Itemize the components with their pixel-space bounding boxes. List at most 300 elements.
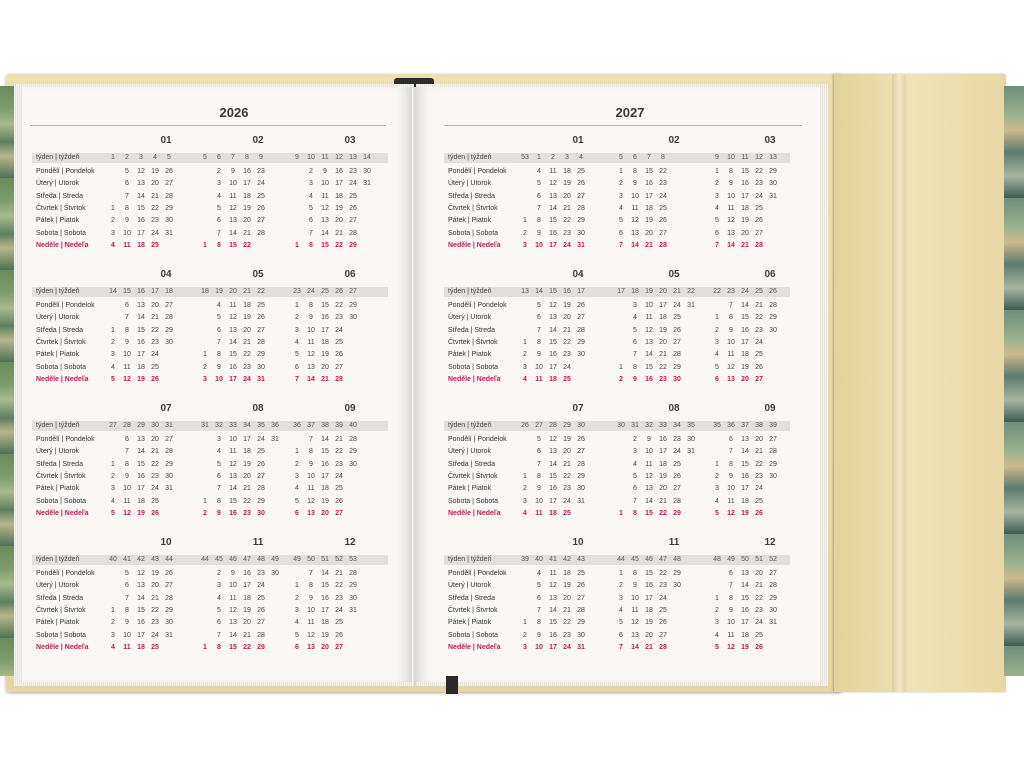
day-number: 2 [619,582,623,590]
day-number: 4 [111,241,115,249]
day-number: 8 [309,241,313,249]
day-number: 2 [217,570,221,577]
day-number: 9 [633,582,637,590]
day-number: 16 [137,472,145,480]
day-number: 13 [229,619,237,627]
day-number: 6 [537,314,541,322]
day-number: 20 [321,509,329,517]
day-number: 15 [229,241,237,249]
week-number: 21 [673,288,681,295]
day-number: 26 [755,363,763,371]
day-number: 21 [243,338,251,346]
year-rule [444,125,802,126]
day-number: 7 [537,460,541,468]
day-number: 20 [755,570,763,577]
day-number: 18 [659,314,667,322]
day-number: 25 [151,643,159,651]
week-number: 29 [137,422,145,429]
day-number: 14 [321,570,329,577]
day-number: 17 [321,472,329,480]
day-number: 7 [729,302,733,309]
day-number: 8 [633,168,637,175]
day-number: 5 [537,180,541,188]
year-title: 2027 [615,105,645,120]
day-number: 10 [123,485,131,493]
day-number: 15 [321,241,329,249]
day-number: 1 [295,302,299,309]
weekday-label: Pátek | Piatok [36,217,80,225]
day-number: 1 [715,168,719,175]
day-number: 16 [659,436,667,443]
day-number: 22 [335,302,343,309]
day-number: 20 [741,229,749,237]
week-number: 33 [229,422,237,429]
day-number: 12 [229,314,237,322]
day-number: 28 [349,570,357,577]
day-number: 16 [549,631,557,639]
week-number: 44 [201,556,209,563]
week-number: 8 [245,154,249,161]
day-number: 6 [729,436,733,443]
day-number: 16 [321,314,329,322]
day-number: 22 [563,619,571,627]
weekday-label: Středa | Streda [448,326,495,334]
week-number: 49 [727,556,735,563]
weekday-label: Sobota | Sobota [448,631,499,639]
day-number: 13 [549,594,557,602]
day-number: 18 [549,509,557,517]
quarter-row [444,135,794,253]
day-number: 14 [229,631,237,639]
weekday-label: Pondělí | Pondelok [36,302,95,309]
day-number: 21 [755,448,763,456]
day-number: 1 [619,570,623,577]
weekday-label: Pátek | Piatok [36,485,80,493]
week-number: 35 [687,422,695,429]
day-number: 4 [715,351,719,359]
day-number: 7 [537,326,541,334]
day-number: 22 [243,351,251,359]
day-number: 12 [321,204,329,212]
week-number: 36 [271,422,279,429]
day-number: 4 [111,643,115,651]
day-number: 17 [321,326,329,334]
day-number: 28 [769,582,777,590]
day-number: 5 [217,460,221,468]
day-number: 6 [217,326,221,334]
weekday-label: Sobota | Sobota [448,497,499,505]
day-number: 10 [229,436,237,443]
day-number: 31 [769,192,777,200]
day-number: 30 [349,314,357,322]
weekday-label: Sobota | Sobota [36,631,87,639]
day-number: 10 [321,180,329,188]
day-number: 13 [229,472,237,480]
day-number: 26 [755,509,763,517]
day-number: 6 [619,631,623,639]
day-number: 11 [123,241,131,249]
week-number: 4 [153,154,157,161]
week-number: 9 [295,154,299,161]
day-number: 10 [645,302,653,309]
day-number: 29 [769,314,777,322]
day-number: 16 [229,509,237,517]
week-number: 31 [165,422,173,429]
day-number: 14 [549,606,557,614]
day-number: 25 [257,594,265,602]
week-number: 13 [769,154,777,161]
week-number: 18 [631,288,639,295]
day-number: 17 [741,192,749,200]
week-number: 47 [243,556,251,563]
day-number: 8 [217,497,221,505]
week-number: 43 [577,556,585,563]
week-number: 22 [257,288,265,295]
week-number: 22 [713,288,721,295]
day-number: 1 [111,606,115,614]
day-number: 17 [659,302,667,309]
month-number: 05 [252,269,264,280]
day-number: 6 [537,448,541,456]
day-number: 18 [321,619,329,627]
week-number: 40 [349,422,357,429]
day-number: 21 [755,302,763,309]
day-number: 8 [217,643,221,651]
day-number: 30 [363,168,371,175]
day-number: 3 [523,497,527,505]
day-number: 26 [165,570,173,577]
week-number: 7 [647,154,651,161]
week-number: 46 [229,556,237,563]
day-number: 15 [137,204,145,212]
day-number: 15 [741,460,749,468]
day-number: 17 [137,229,145,237]
day-number: 12 [645,326,653,334]
week-number: 13 [349,154,357,161]
weekday-label: Úterý | Utorok [36,448,80,456]
weekday-label: Čtvrtek | Štvrtok [448,472,498,480]
cover-illustration-right [1004,86,1024,676]
day-number: 11 [321,192,329,200]
day-number: 13 [137,302,145,309]
day-number: 27 [165,180,173,188]
day-number: 17 [137,351,145,359]
day-number: 19 [243,460,251,468]
day-number: 11 [307,619,315,627]
day-number: 19 [243,314,251,322]
quarter-row [444,403,794,521]
day-number: 15 [741,594,749,602]
week-number: 30 [577,422,585,429]
day-number: 22 [755,460,763,468]
day-number: 24 [755,192,763,200]
day-number: 21 [645,643,653,651]
day-number: 19 [137,375,145,383]
week-number: 1 [111,154,115,161]
day-number: 30 [165,619,173,627]
week-label: týden | týždeň [448,556,492,563]
day-number: 21 [151,314,159,322]
day-number: 12 [549,436,557,443]
day-number: 24 [257,436,265,443]
day-number: 14 [549,460,557,468]
week-number: 5 [619,154,623,161]
week-number: 2 [551,154,555,161]
day-number: 9 [633,375,637,383]
month-number: 01 [160,135,172,146]
day-number: 29 [349,302,357,309]
day-number: 5 [295,351,299,359]
day-number: 27 [659,631,667,639]
day-number: 4 [619,606,623,614]
day-number: 18 [741,631,749,639]
day-number: 18 [321,338,329,346]
day-number: 30 [165,217,173,225]
day-number: 18 [741,351,749,359]
day-number: 18 [549,375,557,383]
day-number: 20 [563,314,571,322]
day-number: 13 [307,363,315,371]
day-number: 6 [125,436,129,443]
day-number: 2 [111,217,115,225]
day-number: 16 [137,338,145,346]
day-number: 20 [151,302,159,309]
month-number: 06 [764,269,776,280]
day-number: 17 [741,338,749,346]
day-number: 2 [111,619,115,627]
day-number: 22 [755,314,763,322]
day-number: 13 [645,485,653,493]
day-number: 22 [335,582,343,590]
day-number: 24 [257,582,265,590]
day-number: 9 [537,351,541,359]
day-number: 19 [243,204,251,212]
day-number: 18 [243,192,251,200]
day-number: 28 [165,192,173,200]
weekday-label: Čtvrtek | Štvrtok [448,338,498,346]
day-number: 23 [257,168,265,175]
day-number: 11 [549,570,557,577]
day-number: 7 [309,570,313,577]
day-number: 12 [137,168,145,175]
weekday-label: Pondělí | Pondelok [448,168,507,175]
day-number: 3 [715,485,719,493]
day-number: 19 [151,168,159,175]
day-number: 14 [645,497,653,505]
day-number: 24 [335,606,343,614]
day-number: 2 [295,460,299,468]
day-number: 13 [307,509,315,517]
day-number: 6 [633,338,637,346]
day-number: 20 [151,180,159,188]
day-number: 29 [577,619,585,627]
day-number: 26 [257,314,265,322]
day-number: 12 [307,631,315,639]
day-number: 22 [659,509,667,517]
quarter-row [32,403,382,521]
week-number: 15 [549,288,557,295]
day-number: 20 [321,643,329,651]
day-number: 6 [217,217,221,225]
day-number: 20 [335,217,343,225]
day-number: 20 [321,363,329,371]
day-number: 11 [727,631,735,639]
day-number: 3 [295,472,299,480]
day-number: 11 [123,643,131,651]
day-number: 9 [537,485,541,493]
week-label: týden | týždeň [448,288,492,295]
weekday-label: Čtvrtek | Štvrtok [36,472,86,480]
day-number: 26 [577,436,585,443]
day-number: 3 [217,582,221,590]
quarter-row [32,537,382,655]
day-number: 8 [217,241,221,249]
day-number: 4 [295,485,299,493]
weekday-label: Úterý | Utorok [448,180,492,188]
day-number: 7 [295,375,299,383]
day-number: 9 [729,606,733,614]
day-number: 21 [243,485,251,493]
day-number: 18 [741,204,749,212]
day-number: 12 [123,509,131,517]
day-number: 5 [217,314,221,322]
day-number: 25 [673,460,681,468]
day-number: 1 [619,363,623,371]
day-number: 9 [633,180,637,188]
day-number: 17 [137,631,145,639]
weekday-label: Pondělí | Pondelok [36,168,95,175]
week-number: 17 [151,288,159,295]
day-number: 3 [203,375,207,383]
day-number: 8 [309,448,313,456]
month-number: 02 [252,135,264,146]
day-number: 1 [295,582,299,590]
day-number: 14 [741,448,749,456]
day-number: 15 [741,314,749,322]
week-number: 39 [335,422,343,429]
week-number: 46 [645,556,653,563]
day-number: 20 [563,448,571,456]
day-number: 8 [537,619,541,627]
day-number: 19 [741,509,749,517]
weekday-label: Pátek | Piatok [448,619,492,627]
day-number: 25 [335,619,343,627]
weekday-label: Sobota | Sobota [448,229,499,237]
week-number: 26 [769,288,777,295]
day-number: 17 [137,485,145,493]
week-number: 52 [769,556,777,563]
day-number: 18 [137,363,145,371]
week-number: 36 [727,422,735,429]
day-number: 7 [309,436,313,443]
day-number: 3 [111,229,115,237]
day-number: 5 [715,363,719,371]
month-number: 06 [344,269,356,280]
day-number: 16 [549,485,557,493]
weekday-label: Čtvrtek | Štvrtok [36,606,86,614]
day-number: 23 [659,375,667,383]
day-number: 7 [125,314,129,322]
day-number: 29 [769,168,777,175]
weekday-label: Středa | Streda [448,460,495,468]
month-number: 09 [764,403,776,414]
day-number: 14 [741,302,749,309]
week-number: 29 [563,422,571,429]
week-number: 14 [363,154,371,161]
week-label: týden | týždeň [448,422,492,429]
day-number: 10 [535,241,543,249]
day-number: 28 [577,204,585,212]
day-number: 6 [715,375,719,383]
page-left [22,87,412,682]
day-number: 20 [243,472,251,480]
day-number: 26 [151,509,159,517]
day-number: 27 [257,217,265,225]
day-number: 1 [295,448,299,456]
weekday-label: Pátek | Piatok [448,217,492,225]
week-number: 30 [151,422,159,429]
weekday-label: Sobota | Sobota [448,363,499,371]
day-number: 12 [229,606,237,614]
day-number: 16 [321,460,329,468]
day-number: 22 [563,472,571,480]
day-number: 1 [203,241,207,249]
weekday-label: Úterý | Utorok [36,582,80,590]
day-number: 29 [673,570,681,577]
day-number: 4 [523,509,527,517]
day-number: 27 [165,436,173,443]
day-number: 24 [659,192,667,200]
day-number: 29 [165,460,173,468]
day-number: 20 [741,375,749,383]
week-number: 18 [165,288,173,295]
day-number: 12 [549,582,557,590]
day-number: 24 [755,485,763,493]
day-number: 9 [231,570,235,577]
day-number: 13 [549,448,557,456]
day-number: 13 [307,643,315,651]
day-number: 4 [111,363,115,371]
day-number: 22 [659,570,667,577]
month-number: 08 [252,403,264,414]
day-number: 25 [335,338,343,346]
day-number: 13 [229,217,237,225]
day-number: 1 [523,217,527,225]
day-number: 24 [243,375,251,383]
day-number: 28 [659,241,667,249]
day-number: 24 [151,485,159,493]
day-number: 9 [217,509,221,517]
month-number: 03 [764,135,776,146]
day-number: 23 [243,509,251,517]
week-number: 1 [537,154,541,161]
day-number: 14 [137,192,145,200]
day-number: 31 [363,180,371,188]
week-number: 51 [321,556,329,563]
week-number: 49 [271,556,279,563]
day-number: 3 [111,485,115,493]
day-number: 10 [727,619,735,627]
day-number: 28 [659,643,667,651]
day-number: 8 [729,168,733,175]
day-number: 24 [257,180,265,188]
week-number: 39 [769,422,777,429]
flap-fold [892,74,906,692]
week-number: 27 [535,422,543,429]
day-number: 8 [537,472,541,480]
day-number: 20 [645,229,653,237]
day-number: 11 [123,497,131,505]
